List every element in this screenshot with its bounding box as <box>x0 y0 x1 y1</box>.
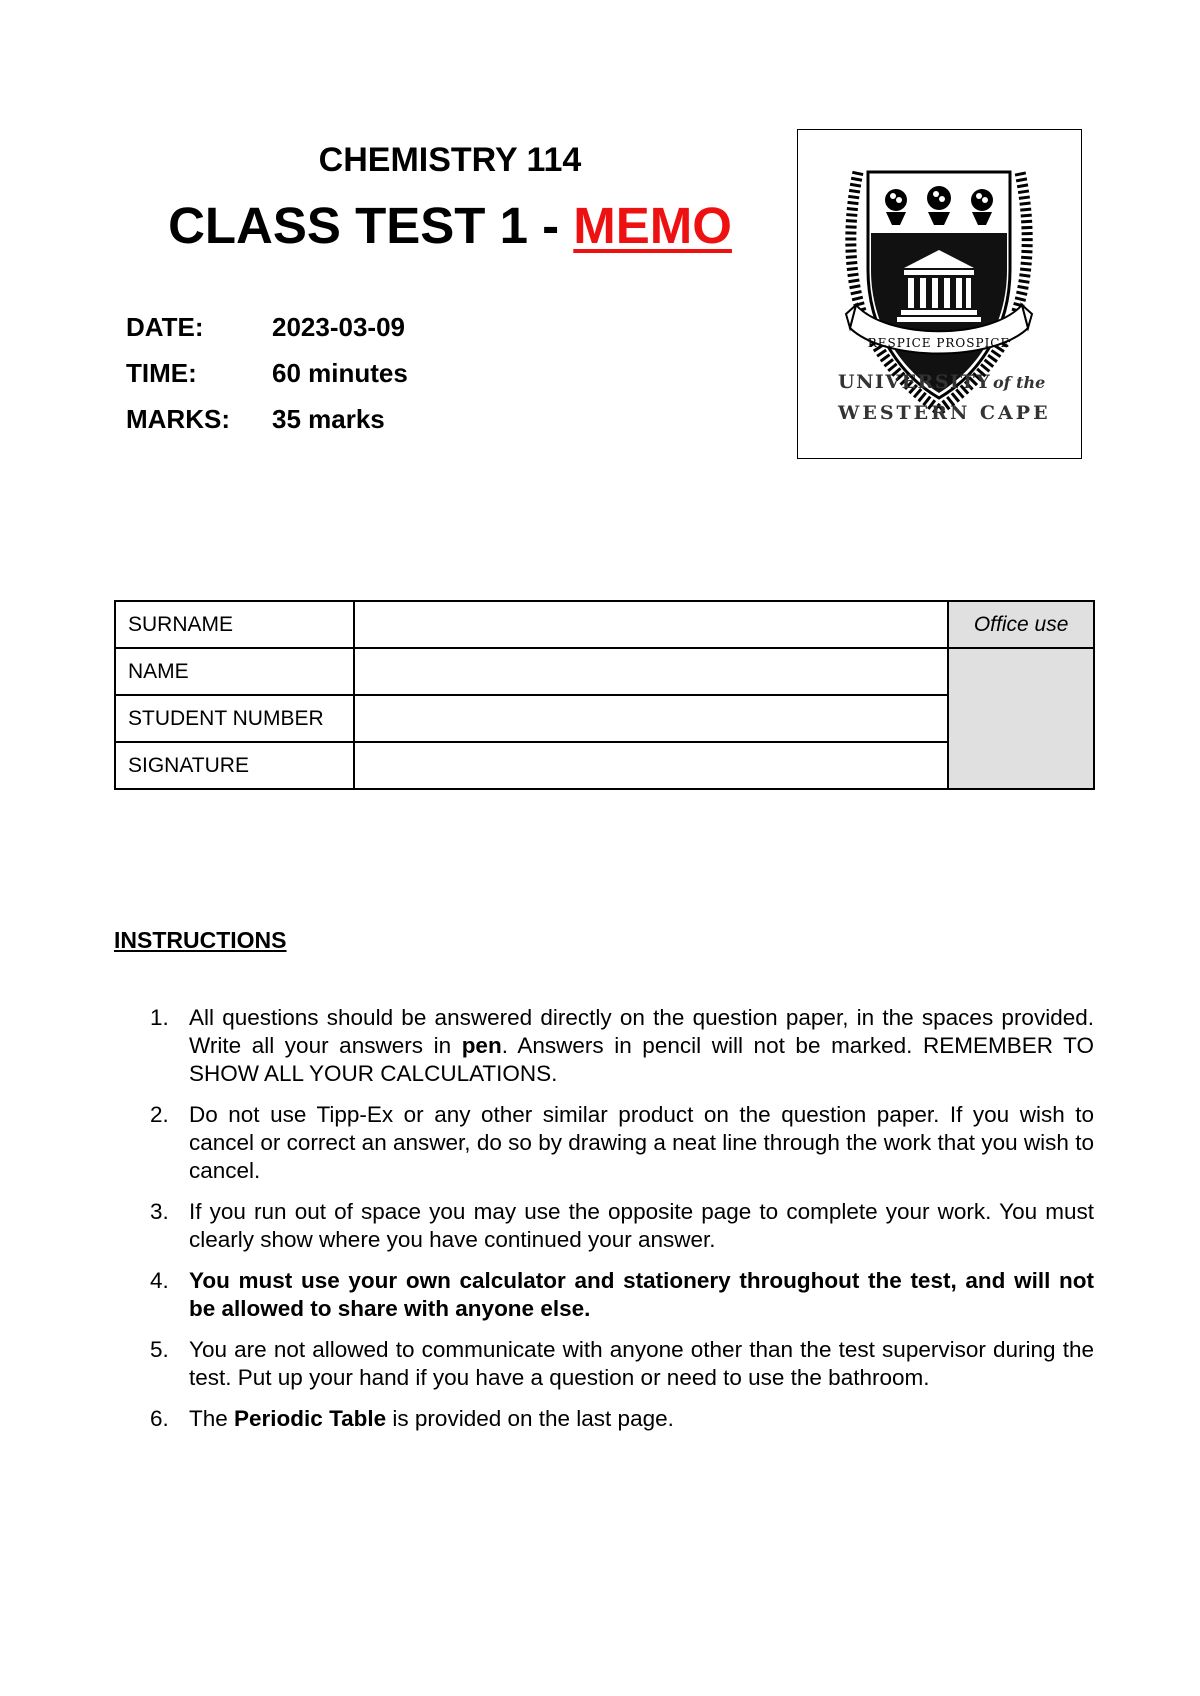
student-details-table <box>114 600 1095 790</box>
signature-field[interactable] <box>354 742 948 789</box>
student-number-label: STUDENT NUMBER <box>115 695 354 742</box>
meta-marks-value: 35 marks <box>272 404 385 434</box>
instruction-emphasis: You must use your own calculator and stationery throughout the test, and will not be allowed to share with anyone else. <box>189 1268 1094 1321</box>
instruction-text: . Answers in pencil will not be marked. REMEMBER TO SHOW ALL YOUR CALCULATIONS. <box>189 1033 1094 1086</box>
logo-motto: RESPICE PROSPICE <box>867 336 1011 350</box>
instruction-number: 1. <box>150 1005 169 1030</box>
test-title <box>150 196 750 256</box>
meta-time-value: 60 minutes <box>272 358 408 388</box>
name-label: NAME <box>115 648 354 695</box>
meta-date-value: 2023-03-09 <box>272 312 405 342</box>
instruction-text: Do not use Tipp-Ex or any other similar product on the question paper. If you wish to cancel or correct an answer, do so by drawing a neat line through the work that you wish to cancel. <box>189 1102 1094 1183</box>
instruction-text: If you run out of space you may use the opposite page to complete your work. You must clearly show where you have continued your answer. <box>189 1199 1094 1252</box>
instruction-text: is provided on the last page. <box>386 1406 674 1431</box>
instruction-emphasis: pen <box>461 1033 502 1058</box>
instruction-number: 6. <box>150 1406 169 1431</box>
memo-label: MEMO <box>573 197 732 254</box>
instruction-text: You are not allowed to communicate with anyone other than the test supervisor during the test. Put up your hand if you have a question or need to use the bathroom. <box>189 1337 1094 1390</box>
office-use-area <box>948 648 1094 789</box>
instruction-item <box>150 1198 1094 1254</box>
instruction-item <box>150 1004 1094 1088</box>
instruction-emphasis: Periodic Table <box>234 1406 387 1431</box>
university-logo <box>797 129 1082 459</box>
signature-label: SIGNATURE <box>115 742 354 789</box>
meta-date <box>126 312 405 342</box>
surname-field[interactable] <box>354 601 948 648</box>
instruction-item <box>150 1267 1094 1323</box>
university-crest-icon <box>798 130 1080 457</box>
instruction-number: 3. <box>150 1199 169 1224</box>
meta-time <box>126 358 408 388</box>
logo-line1-suffix: of the <box>993 373 1046 392</box>
table-row <box>115 742 1094 789</box>
table-row <box>115 601 1094 648</box>
instructions-heading: INSTRUCTIONS <box>114 927 287 953</box>
instruction-number: 2. <box>150 1102 169 1127</box>
course-code: CHEMISTRY 114 <box>318 141 582 179</box>
office-use-label: Office use <box>948 601 1094 648</box>
meta-time-label: TIME: <box>126 358 197 388</box>
instruction-item <box>150 1405 1094 1433</box>
instruction-text: All questions should be answered directly on the question paper, in the spaces provided. Write all your answers in <box>189 1005 1094 1058</box>
table-row <box>115 695 1094 742</box>
instruction-item <box>150 1101 1094 1185</box>
table-row <box>115 648 1094 695</box>
logo-line1: UNIVERSITY <box>838 371 992 393</box>
instruction-number: 5. <box>150 1337 169 1362</box>
name-field[interactable] <box>354 648 948 695</box>
logo-line2: WESTERN CAPE <box>838 402 1051 424</box>
surname-label: SURNAME <box>115 601 354 648</box>
student-number-field[interactable] <box>354 695 948 742</box>
instructions-list <box>150 1004 1094 1446</box>
instruction-item <box>150 1336 1094 1392</box>
meta-marks <box>126 404 385 434</box>
meta-marks-label: MARKS: <box>126 404 230 434</box>
test-title-prefix: CLASS TEST 1 - <box>168 197 574 254</box>
instruction-text: The <box>189 1406 235 1431</box>
instruction-number: 4. <box>150 1268 169 1293</box>
meta-date-label: DATE: <box>126 312 204 342</box>
